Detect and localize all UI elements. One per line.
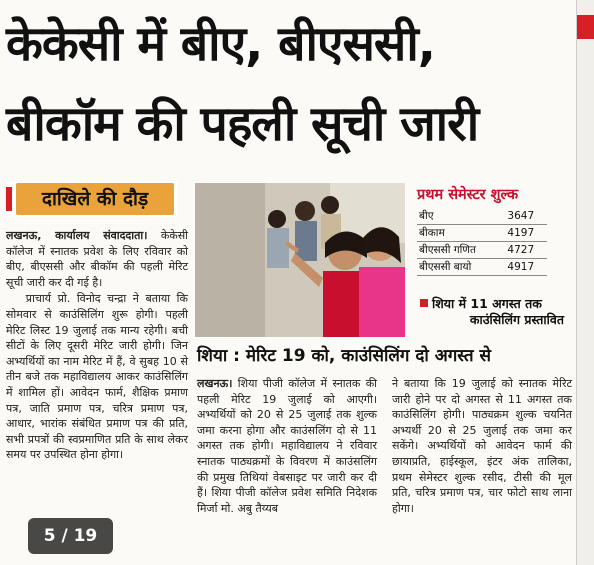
tag-red-bar xyxy=(6,187,12,211)
shia-note-line-2: काउंसिलिंग प्रस्तावित xyxy=(469,312,564,327)
left-article-column xyxy=(6,228,188,464)
left-paragraph-1: केकेसी कॉलेज में स्नातक प्रवेश के लिए रविवार को बीए, बीएससी और बीकॉम की पहली मेरिट सूची जारी कर दी गई है। xyxy=(6,229,189,289)
left-dateline: लखनऊ, कार्यालय संवाददाता। xyxy=(6,229,148,242)
fee-amount: 3647 xyxy=(493,208,547,225)
table-row xyxy=(417,225,547,242)
section-tag xyxy=(6,181,178,217)
fee-box-title: प्रथम सेमेस्टर शुल्क xyxy=(417,187,519,203)
adjacent-page-strip xyxy=(576,0,594,565)
fee-amount: 4917 xyxy=(493,259,547,276)
adjacent-red-block xyxy=(577,15,594,39)
headline-line-2: बीकॉम की पहली सूची जारी xyxy=(6,96,479,152)
shia-note-line-1: शिया में 11 अगस्त तक xyxy=(432,296,542,311)
fee-amount: 4727 xyxy=(493,242,547,259)
fee-course: बीकाम xyxy=(417,225,493,242)
left-paragraph-2: प्राचार्य प्रो. विनोद चन्द्रा ने बताया कि सोमवार से काउंसिलिंग शुरू होगी। पहली मेरिट लिस्ट 19 जुलाई तक मान्य रहेगी। बची सीटों के लिए दूसरी मेरिट जारी होगी। जिन अभ्यर्थियों का नाम मेरिट में हैं, वे सुबह 10 से तीन बजे तक महाविद्यालय आकर काउंसिलिंग में शामिल हों। आवेदन फार्म, शैक्षिक प्रमाण पत्र, जाति प्रमाण पत्र, चरित्र प्रमाण पत्र, आधार, भारांक संबंधित प्रमाण पत्र की प्रति, सभी प्रपत्रों की स्वप्रमाणित प्रति के साथ लेकर समय पर उपस्थित होना होगा। xyxy=(6,292,188,462)
shia-counselling-note xyxy=(420,296,570,328)
page-counter-badge: 5 / 19 xyxy=(28,518,113,554)
headline-line-1: केकेसी में बीए, बीएससी, xyxy=(6,16,436,72)
students-photo xyxy=(195,183,405,337)
bullet-square-icon xyxy=(420,299,428,307)
fee-box xyxy=(417,186,569,276)
middle-article-column xyxy=(197,376,377,516)
middle-article-text: शिया पीजी कॉलेज में स्नातक की पहली मेरिट 19 जुलाई को आएगी। अभ्यर्थियों को 20 से 25 जुलाई तक शुल्क जमा करना होगा और काउंसलिंग दो से 11 अगस्त तक होगी। महाविद्यालय ने रविवार स्नातक पाठ्यक्रमों के विवरण में काउंसलिंग की प्रमुख तिथियां वेबसाइट पर जारी कर दी हैं। शिया पीजी कॉलेज प्रवेश समिति निदेशक मिर्जा मो. अबु तैय्यब xyxy=(197,377,377,515)
fee-course: बीएससी गणित xyxy=(417,242,493,259)
fee-course: बीएससी बायो xyxy=(417,259,493,276)
table-row xyxy=(417,242,547,259)
right-article-column: ने बताया कि 19 जुलाई को स्नातक मेरिट जारी होने पर दो अगस्त से 11 अगस्त तक काउंसिलिंग होगी। पाठ्यक्रम शुल्क चयनित अभ्यर्थी 20 से 25 जुलाई तक जमा कर सकेंगे। अभ्यर्थियों को आवेदन फार्म की छायाप्रति, हाईस्कूल, इंटर अंक तालिका, प्रथम सेमेस्टर शुल्क रसीद, टीसी की मूल प्रति, चरित्र प्रमाण पत्र, चार फोटो साथ लाना होगा। xyxy=(392,377,572,515)
fee-table xyxy=(417,208,547,276)
students-photo-illustration xyxy=(195,183,405,337)
fee-amount: 4197 xyxy=(493,225,547,242)
section-tag-label: दाखिले की दौड़ xyxy=(16,183,174,215)
middle-dateline: लखनऊ। xyxy=(197,377,233,390)
fee-course: बीए xyxy=(417,208,493,225)
table-row xyxy=(417,208,547,225)
sub-headline: शिया : मेरिट 19 को, काउंसिलिंग दो अगस्त से xyxy=(197,346,491,366)
table-row xyxy=(417,259,547,276)
